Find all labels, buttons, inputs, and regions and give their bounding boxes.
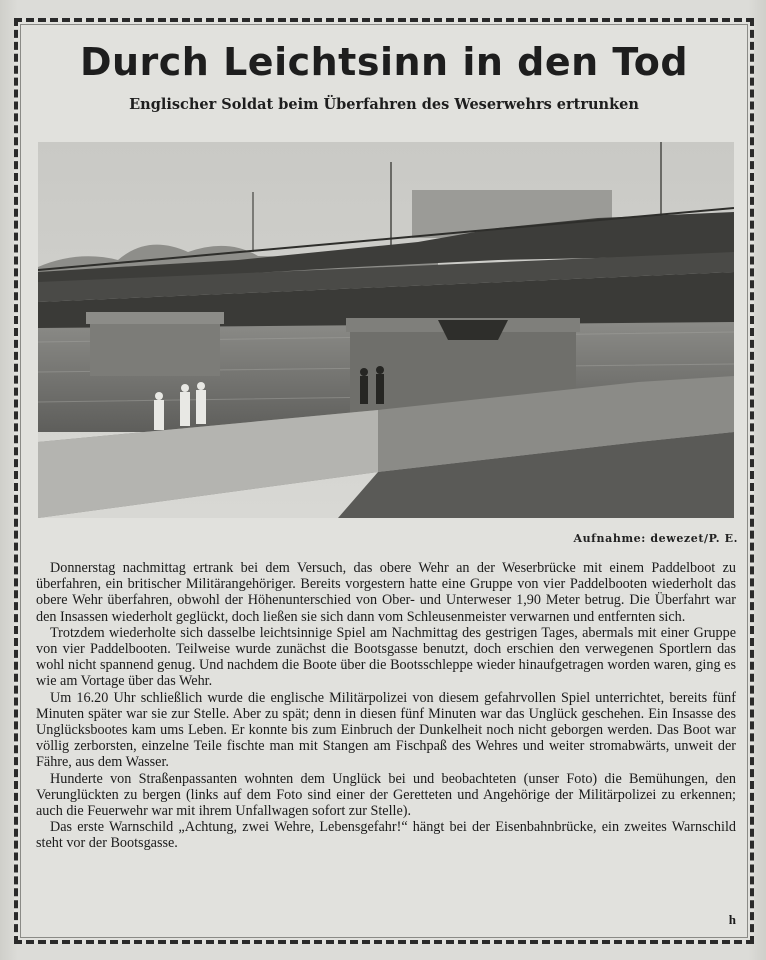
subheadline: Englischer Soldat beim Überfahren des Weserwehrs ertrunken (129, 96, 639, 113)
bridge-photo-illustration (38, 142, 734, 518)
author-signature: h (728, 912, 736, 927)
bridge-pier-left (90, 316, 220, 376)
paragraph: Donnerstag nachmittag ertrank bei dem Versuch, das obere Wehr an der Weserbrücke mit einem Paddelboot zu überfahren, ein britischer Militärangehöriger. Bereits vorgestern hatte eine Gruppe von vier Paddelbooten wiederholt das obere Wehr überfahren, obwohl der Höhenunterschied von Ober- und Unterweser 1,90 Meter betrug. Die Überfahrt war den Insassen wiederholt geglückt, doch ließen sie sich dann vom Schleusenmeister verwarnen und entfernten sich. (36, 560, 736, 625)
news-photo (38, 142, 734, 518)
article-body (36, 560, 736, 852)
paragraph: Trotzdem wiederholte sich dasselbe leichtsinnige Spiel am Nachmittag des gestrigen Tages, abermals mit einer Gruppe von vier Paddelbooten. Teilweise wurde zunächst die Bootsgasse benutzt, doch erschien den verwegenen Sportlern das wohl nicht spannend genug. Und nachdem die Boote über die Bootsschleppe wieder hinaufgetragen worden waren, ging es wie am Vortage über das Wehr. (36, 624, 736, 690)
lamp-post (252, 192, 254, 252)
paragraph: Um 16.20 Uhr schließlich wurde die englische Militärpolizei von diesem gefahrvollen Spiel unterrichtet, bereits fünf Minuten später war sie zur Stelle. Aber zu spät; denn in diesen fünf Minuten war das Unglück geschehen. Ein Insasse des Unglücksbootes kam ums Leben. Er konnte bis zum Einbruch der Dunkelheit noch nicht geborgen werden. Das Boot war völlig zerborsten, einzelne Teile fischte man mit Stangen am Fischpaß des Wehres und weiter stromabwärts, unweit der Fähre, aus dem Wasser. (36, 689, 736, 771)
pier-ironwork (438, 320, 508, 340)
article-frame (14, 18, 754, 944)
paragraph: Das erste Warnschild „Achtung, zwei Wehre, Lebensgefahr!“ hängt bei der Eisenbahnbrücke, ein zweites Warnschild steht vor der Bootsgasse. (36, 819, 736, 852)
pier-cap-left (86, 312, 224, 324)
headline: Durch Leichtsinn in den Tod (79, 40, 689, 84)
photo-credit: Aufnahme: dewezet/P. E. (573, 532, 738, 545)
paragraph: Hunderte von Straßenpassanten wohnten dem Unglück bei und beobachteten (unser Foto) die Bemühungen, den Verunglückten zu bergen (links auf dem Foto sind einer der Geretteten und Angehörige der Militärpolizei zu erkennen; auch die Feuerwehr war mit ihrem Unfallwagen sofort zur Stelle). (36, 770, 736, 820)
